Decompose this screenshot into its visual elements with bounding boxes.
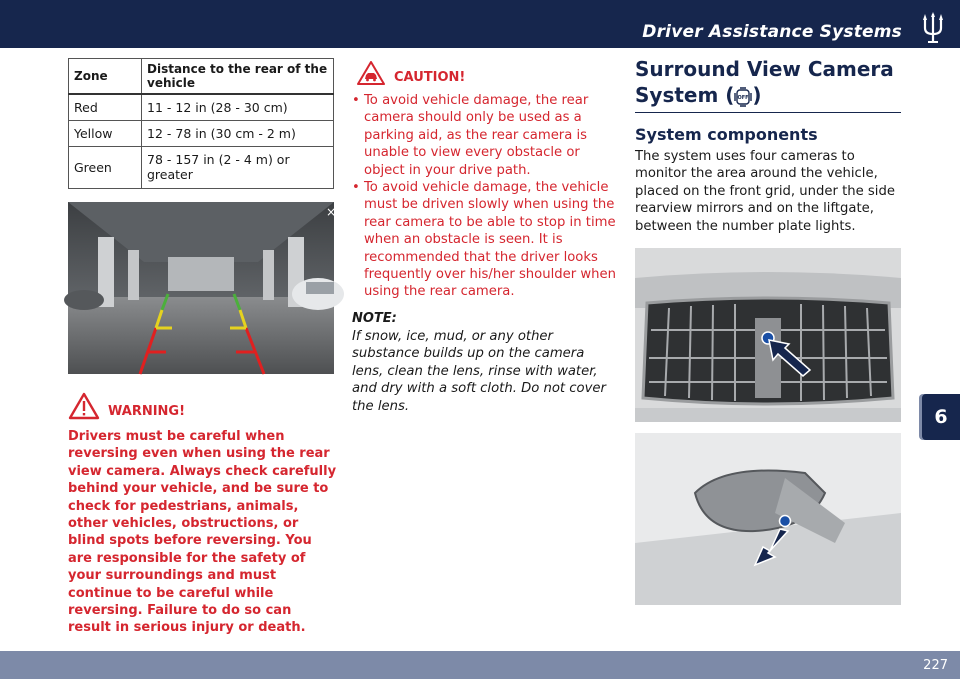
footer-bar bbox=[0, 651, 960, 679]
table-header-zone: Zone bbox=[69, 59, 142, 95]
warning-label: WARNING! bbox=[108, 404, 186, 419]
table-cell-zone: Green bbox=[69, 146, 142, 188]
side-mirror-camera-image bbox=[635, 433, 901, 605]
table-cell-distance: 11 - 12 in (28 - 30 cm) bbox=[142, 94, 334, 120]
heading-line-2-prefix: System ( bbox=[635, 83, 735, 107]
chapter-tab[interactable]: 6 bbox=[922, 394, 960, 440]
surround-camera-icon bbox=[734, 87, 752, 107]
list-item: • To avoid vehicle damage, the vehicle must be driven slowly when using the rear camera to be able to stop in time when an obstacle is seen. It is recommended that the driver looks frequently over his/her shoulder when using the rear camera. bbox=[352, 179, 618, 301]
caution-label: CAUTION! bbox=[394, 70, 466, 85]
table-header-row bbox=[69, 59, 334, 95]
table-row bbox=[69, 120, 334, 146]
heading-line-1: Surround View Camera bbox=[635, 57, 894, 81]
caution-list bbox=[352, 92, 618, 301]
table-cell-zone: Yellow bbox=[69, 120, 142, 146]
table-row bbox=[69, 94, 334, 120]
subheading: System components bbox=[635, 125, 818, 144]
rear-camera-view-image bbox=[68, 202, 337, 374]
warning-triangle-icon bbox=[68, 392, 100, 420]
section-title: Driver Assistance Systems bbox=[642, 22, 902, 42]
front-grille-camera-image bbox=[635, 248, 901, 422]
surround-view-section bbox=[635, 56, 901, 235]
zone-distance-table bbox=[68, 58, 334, 189]
header-bar bbox=[0, 0, 960, 48]
svg-text:OFF: OFF bbox=[737, 94, 749, 101]
close-icon[interactable]: × bbox=[326, 205, 337, 219]
heading-line-2-suffix: ) bbox=[752, 83, 762, 107]
warning-block bbox=[68, 392, 338, 637]
trident-logo-icon bbox=[920, 12, 946, 46]
body-text: The system uses four cameras to monitor the area around the vehicle, placed on the front grid, under the side rearview mirrors and on the liftgate, between the number plate lights. bbox=[635, 149, 895, 234]
caution-car-icon bbox=[356, 60, 386, 86]
page-number: 227 bbox=[923, 658, 948, 673]
table-cell-distance: 12 - 78 in (30 cm - 2 m) bbox=[142, 120, 334, 146]
list-item: • To avoid vehicle damage, the rear camera should only be used as a parking aid, as the rear camera is unable to view every obstacle or object in your drive path. bbox=[352, 92, 618, 179]
table-cell-zone: Red bbox=[69, 94, 142, 120]
note-label: NOTE: bbox=[352, 310, 397, 326]
table-header-distance: Distance to the rear of the vehicle bbox=[142, 59, 334, 95]
caution-column bbox=[352, 60, 618, 415]
table-cell-distance: 78 - 157 in (2 - 4 m) or greater bbox=[142, 146, 334, 188]
warning-text: Drivers must be careful when reversing even when using the rear view camera. Always check carefully behind your vehicle, and be sure to check for pedestrians, animals, other vehicles, obstructions, or blind spots before reversing. You are responsible for the safety of your surroundings and must continue to be careful while reversing. Failure to do so can result in serious injury or death. bbox=[68, 429, 337, 636]
table-row bbox=[69, 146, 334, 188]
heading-divider bbox=[635, 112, 901, 113]
note-text: If snow, ice, mud, or any other substance builds up on the camera lens, clean the lens, rinse with water, and dry with a soft cloth. Do not cover the lens. bbox=[352, 328, 606, 414]
section-heading bbox=[635, 56, 901, 108]
